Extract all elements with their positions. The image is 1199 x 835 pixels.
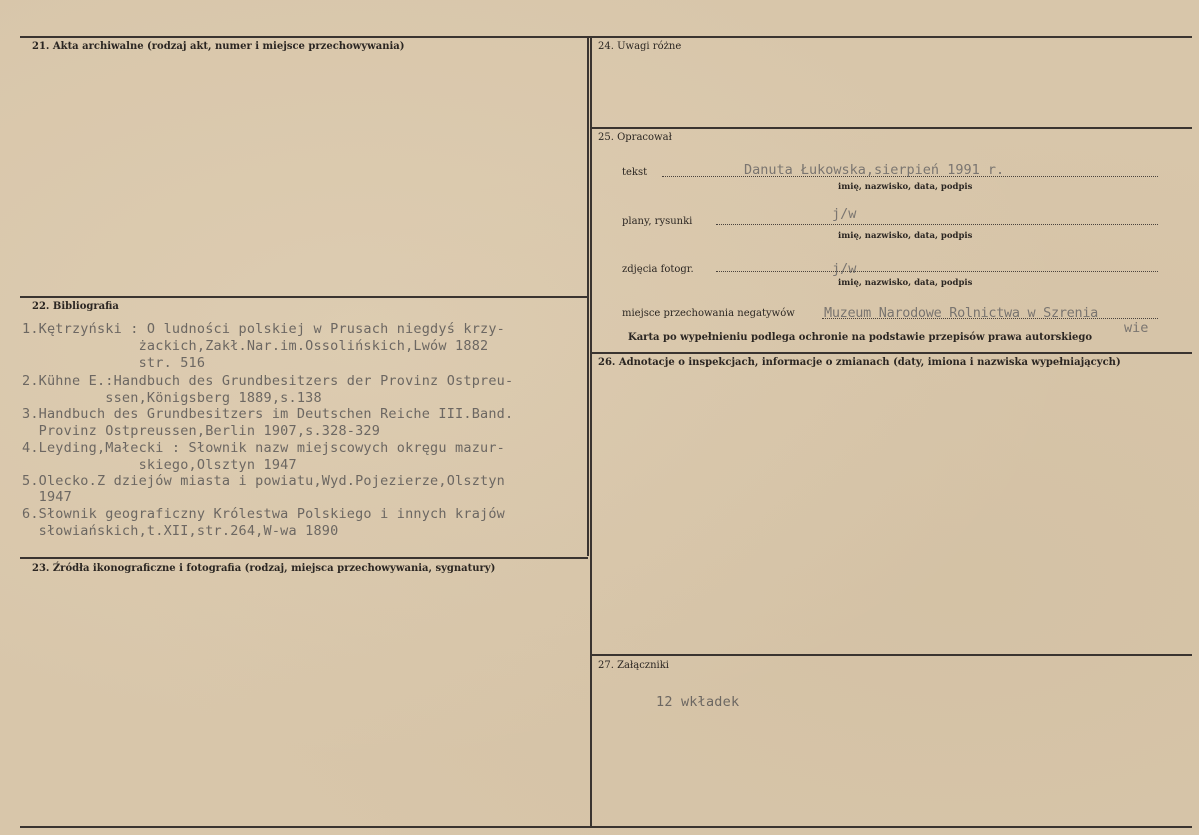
bibliography-line: 4.Leyding,Małecki : Słownik nazw miejscowych okręgu mazur- xyxy=(22,440,506,456)
bibliography-line: 5.Olecko.Z dziejów miasta i powiatu,Wyd.Pojezierze,Olsztyn xyxy=(22,473,506,489)
section-27-title: 27. Załączniki xyxy=(598,660,669,671)
zdjecia-value: j/w xyxy=(832,261,857,277)
tekst-line xyxy=(662,176,1158,177)
tekst-label: tekst xyxy=(622,167,648,178)
bibliography-line: str. 516 xyxy=(22,355,206,371)
bibliography-line: 3.Handbuch des Grundbesitzers im Deutschen Reiche III.Band. xyxy=(22,406,514,422)
divider-21-22 xyxy=(20,296,588,298)
negatywy-value-cont: wie xyxy=(1124,320,1149,336)
negatywy-value: Muzeum Narodowe Rolnictwa w Szrenia xyxy=(824,305,1098,321)
bibliography-line: 2.Kühne E.:Handbuch des Grundbesitzers der Provinz Ostpreu- xyxy=(22,373,514,389)
bibliography-line: żackich,Zakł.Nar.im.Ossolińskich,Lwów 1882 xyxy=(22,338,489,354)
divider-25-26 xyxy=(590,352,1192,354)
zdjecia-caption: imię, nazwisko, data, podpis xyxy=(838,278,973,288)
plany-caption: imię, nazwisko, data, podpis xyxy=(838,231,973,241)
section-21-title: 21. Akta archiwalne (rodzaj akt, numer i miejsce przechowywania) xyxy=(32,41,405,52)
top-border xyxy=(20,36,1192,38)
divider-22-23 xyxy=(20,557,588,559)
bibliography-line: Provinz Ostpreussen,Berlin 1907,s.328-329 xyxy=(22,423,381,439)
copyright-note: Karta po wypełnieniu podlega ochronie na podstawie przepisów prawa autorskiego xyxy=(628,332,1093,343)
section-22-title: 22. Bibliografia xyxy=(32,301,119,312)
divider-24-25 xyxy=(590,127,1192,129)
section-25-title: 25. Opracował xyxy=(598,132,672,143)
divider-26-27 xyxy=(590,654,1192,656)
bibliography-line: skiego,Olsztyn 1947 xyxy=(22,457,297,473)
bibliography-line: 1947 xyxy=(22,489,72,505)
bibliography-line: 1.Kętrzyński : O ludności polskiej w Prusach niegdyś krzy- xyxy=(22,321,506,337)
bibliography-line: słowiańskich,t.XII,str.264,W-wa 1890 xyxy=(22,523,339,539)
right-column-left-border xyxy=(590,36,592,826)
tekst-value: Danuta Łukowska,sierpień 1991 r. xyxy=(744,162,1005,178)
negatywy-label: miejsce przechowania negatywów xyxy=(622,308,795,319)
negatywy-line xyxy=(822,318,1158,319)
zdjecia-line xyxy=(716,271,1158,272)
attachments-value: 12 wkładek xyxy=(656,694,740,710)
plany-value: j/w xyxy=(832,206,857,222)
zdjecia-label: zdjęcia fotogr. xyxy=(622,264,694,275)
bottom-border xyxy=(20,826,1192,828)
section-24-title: 24. Uwagi różne xyxy=(598,41,682,52)
plany-label: plany, rysunki xyxy=(622,216,693,227)
bibliography-line: 6.Słownik geograficzny Królestwa Polskiego i innych krajów xyxy=(22,506,506,522)
section-23-title: 23. Źródła ikonograficzne i fotografia (rodzaj, miejsca przechowywania, sygnatury) xyxy=(32,563,496,574)
tekst-caption: imię, nazwisko, data, podpis xyxy=(838,182,973,192)
plany-line xyxy=(716,224,1158,225)
bibliography-line: ssen,Königsberg 1889,s.138 xyxy=(22,390,322,406)
section-26-title: 26. Adnotacje o inspekcjach, informacje o zmianach (daty, imiona i nazwiska wypełniających) xyxy=(598,357,1121,368)
